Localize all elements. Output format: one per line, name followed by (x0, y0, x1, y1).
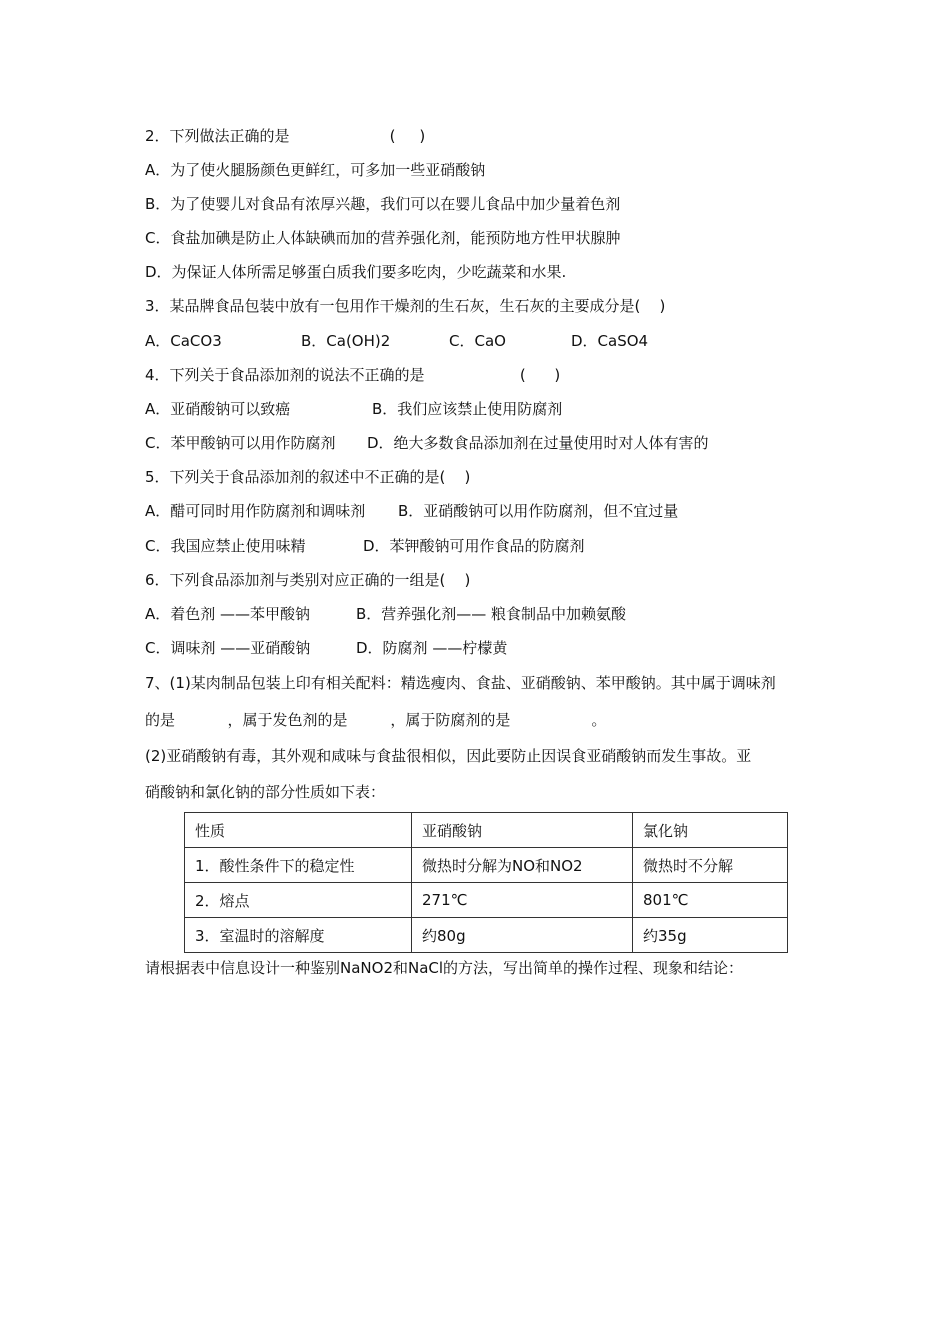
table-header-cell: 亚硝酸钠 (412, 813, 633, 848)
q5-option-d: D．苯钾酸钠可用作食品的防腐剂 (363, 537, 585, 555)
table-cell: 2．熔点 (185, 883, 412, 918)
q3-stem: 3．某品牌食品包装中放有一包用作干燥剂的生石灰，生石灰的主要成分是( ) (145, 297, 666, 315)
table-cell: 1．酸性条件下的稳定性 (185, 848, 412, 883)
q7-part2-line1: (2)亚硝酸钠有毒，其外观和咸味与食盐很相似，因此要防止因误食亚硝酸钠而发生事故。亚 (145, 747, 752, 765)
q2-option-a: A．为了使火腿肠颜色更鲜红，可多加一些亚硝酸钠 (145, 161, 486, 179)
q7-part1-line2: 的是 ，属于发色剂的是 ，属于防腐剂的是 。 (145, 711, 607, 729)
table-cell: 约35g (633, 918, 788, 953)
table-row (185, 918, 788, 953)
table-cell: 约80g (412, 918, 633, 953)
q6-option-a: A．着色剂 ——苯甲酸钠 (145, 605, 311, 623)
q6-option-d: D．防腐剂 ——柠檬黄 (356, 639, 508, 657)
table-header-cell: 性质 (185, 813, 412, 848)
q5-option-a: A．醋可同时用作防腐剂和调味剂 (145, 502, 366, 520)
properties-table (184, 812, 788, 953)
q4-stem: 4．下列关于食品添加剂的说法不正确的是 ( ) (145, 366, 561, 384)
table-row (185, 848, 788, 883)
q7-part2-line2: 硝酸钠和氯化钠的部分性质如下表： (145, 783, 386, 801)
q6-option-b: B．营养强化剂—— 粮食制品中加赖氨酸 (356, 605, 627, 623)
q5-option-b: B．亚硝酸钠可以用作防腐剂，但不宜过量 (398, 502, 679, 520)
table-cell: 801℃ (633, 883, 788, 918)
q3-option-d: D．CaSO4 (571, 332, 649, 350)
table-header-row (185, 813, 788, 848)
table-cell: 3．室温时的溶解度 (185, 918, 412, 953)
q6-option-c: C．调味剂 ——亚硝酸钠 (145, 639, 311, 657)
table-header-cell: 氯化钠 (633, 813, 788, 848)
table-cell: 271℃ (412, 883, 633, 918)
q7-part1-line1: 7、(1)某肉制品包装上印有相关配料：精选瘦肉、食盐、亚硝酸钠、苯甲酸钠。其中属于调味剂 (145, 674, 776, 692)
q5-stem: 5．下列关于食品添加剂的叙述中不正确的是( ) (145, 468, 471, 486)
q2-stem: 2．下列做法正确的是 ( ) (145, 127, 426, 145)
q4-option-a: A．亚硝酸钠可以致癌 (145, 400, 291, 418)
table-cell: 微热时不分解 (633, 848, 788, 883)
q4-option-c: C．苯甲酸钠可以用作防腐剂 (145, 434, 336, 452)
q3-option-a: A．CaCO3 (145, 332, 222, 350)
q2-option-d: D．为保证人体所需足够蛋白质我们要多吃肉，少吃蔬菜和水果. (145, 263, 567, 281)
q7-part3: 请根据表中信息设计一种鉴别NaNO2和NaCl的方法，写出简单的操作过程、现象和结论： (145, 959, 744, 977)
table-cell: 微热时分解为NO和NO2 (412, 848, 633, 883)
q3-option-c: C．CaO (449, 332, 506, 350)
q3-option-b: B．Ca(OH)2 (301, 332, 391, 350)
table-row (185, 883, 788, 918)
q4-option-d: D．绝大多数食品添加剂在过量使用时对人体有害的 (367, 434, 709, 452)
q6-stem: 6．下列食品添加剂与类别对应正确的一组是( ) (145, 571, 471, 589)
q2-option-c: C．食盐加碘是防止人体缺碘而加的营养强化剂，能预防地方性甲状腺肿 (145, 229, 621, 247)
q5-option-c: C．我国应禁止使用味精 (145, 537, 306, 555)
q2-option-b: B．为了使婴儿对食品有浓厚兴趣，我们可以在婴儿食品中加少量着色剂 (145, 195, 621, 213)
q4-option-b: B．我们应该禁止使用防腐剂 (372, 400, 563, 418)
